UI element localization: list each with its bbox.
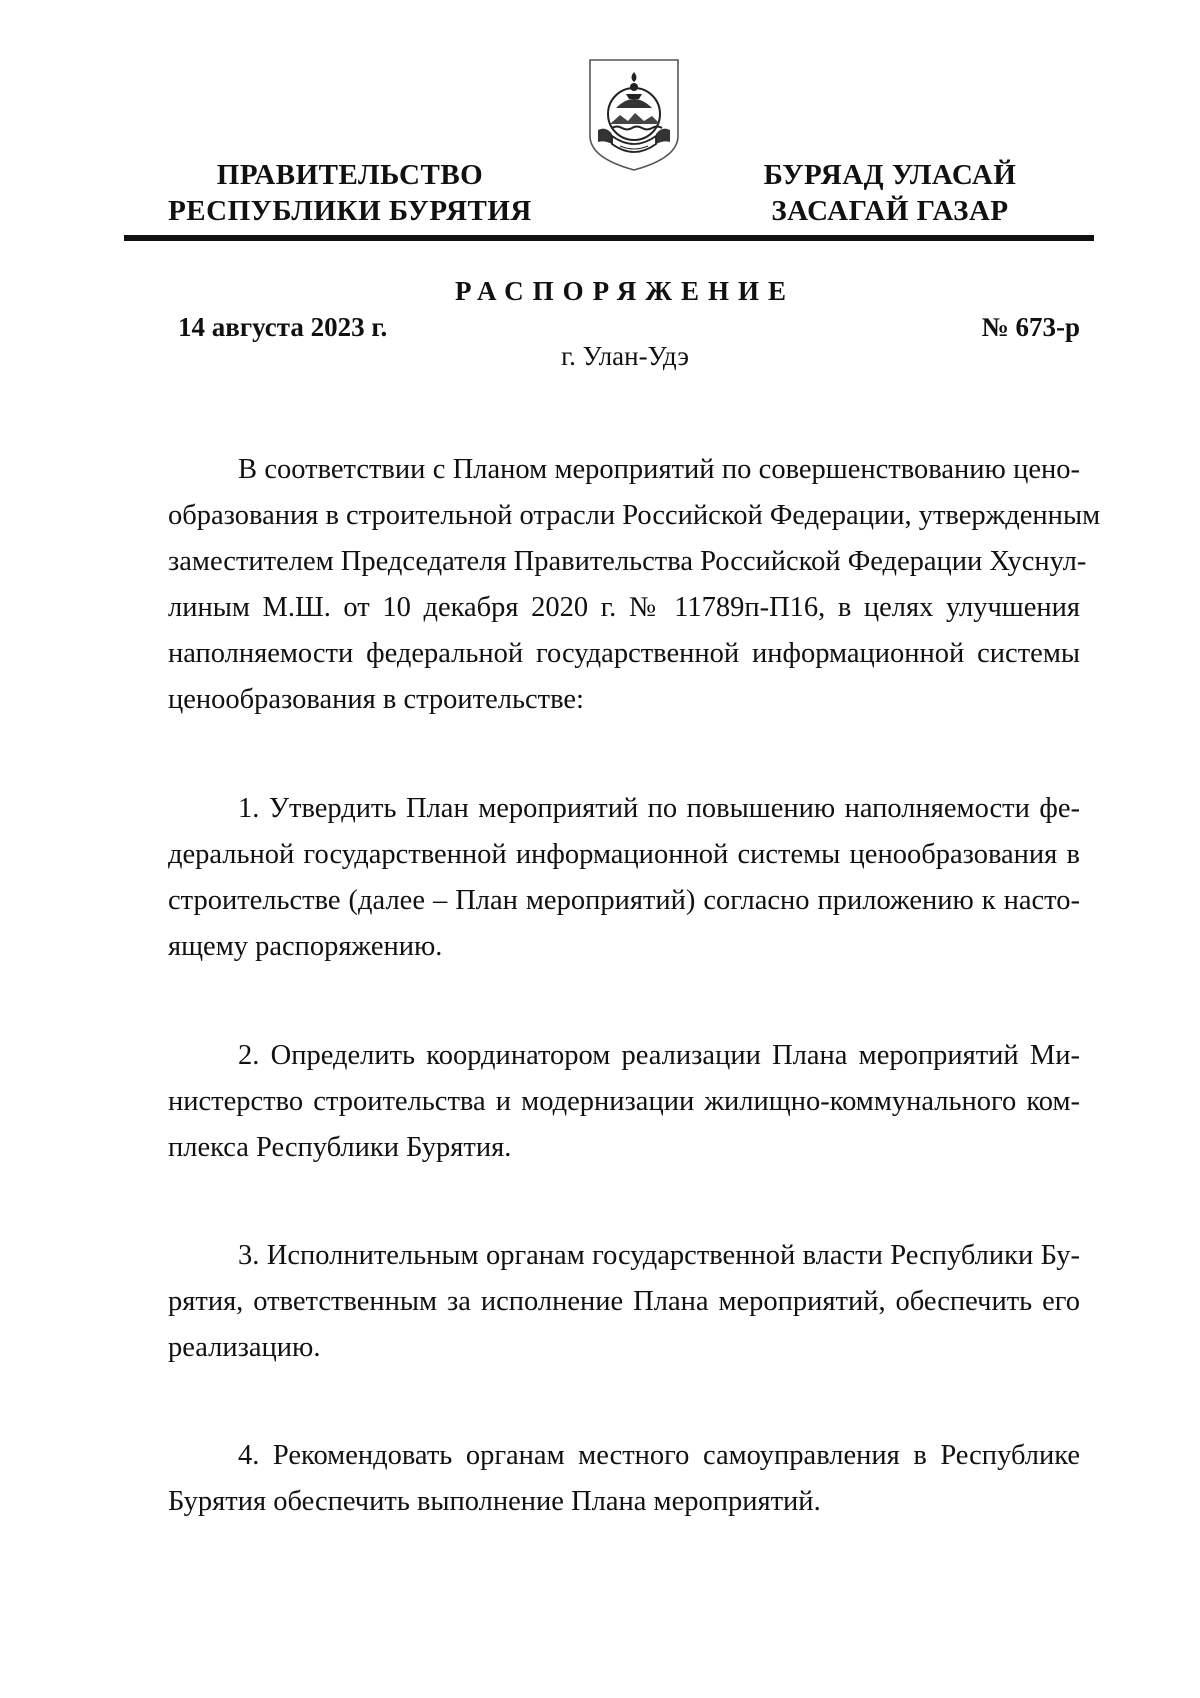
document-city: г. Улан-Удэ [561, 341, 689, 371]
paragraph-line: ценообразования в строительстве: [168, 684, 584, 715]
paragraph-line: строительстве (далее – План мероприятий) согласно приложению к насто- [168, 885, 1080, 916]
header-divider [124, 235, 1094, 241]
clause-2-paragraph [168, 1033, 1080, 1171]
government-name-line2: РЕСПУБЛИКИ БУРЯТИЯ [168, 195, 532, 227]
government-name-buryat-line1: БУРЯАД УЛАСАЙ [763, 159, 1017, 191]
government-name-line1: ПРАВИТЕЛЬСТВО [216, 159, 484, 191]
paragraph-line: 3. Исполнительным органам государственной власти Республики Бу- [238, 1240, 1080, 1271]
clause-1-paragraph [168, 786, 1080, 970]
clause-4-paragraph [168, 1433, 1080, 1525]
paragraph-line: 2. Определить координатором реализации Плана мероприятий Ми- [238, 1040, 1080, 1071]
clause-3-paragraph [168, 1233, 1080, 1371]
paragraph-line: образования в строительной отрасли Российской Федерации, утвержденным [168, 500, 1101, 531]
government-name-buryat [740, 157, 1040, 229]
coat-of-arms-icon [586, 56, 682, 174]
paragraph-line: реализацию. [168, 1332, 321, 1363]
preamble-paragraph [168, 447, 1101, 723]
paragraph-line: рятия, ответственным за исполнение Плана мероприятий, обеспечить его [168, 1286, 1080, 1317]
paragraph-line: нистерство строительства и модернизации жилищно-коммунального ком- [168, 1086, 1080, 1117]
paragraph-line: линым М.Ш. от 10 декабря 2020 г. № 11789п-П16, в целях улучшения [168, 592, 1080, 623]
paragraph-line: наполняемости федеральной государственной информационной системы [168, 638, 1080, 669]
government-name-buryat-line2: ЗАСАГАЙ ГАЗАР [771, 195, 1009, 227]
paragraph-line: заместителем Председателя Правительства Российской Федерации Хуснул- [168, 546, 1087, 577]
paragraph-line: ящему распоряжению. [168, 931, 443, 962]
paragraph-line: 4. Рекомендовать органам местного самоуправления в Республике [238, 1440, 1080, 1471]
paragraph-line: 1. Утвердить План мероприятий по повышению наполняемости фе- [238, 793, 1080, 824]
paragraph-line: плекса Республики Бурятия. [168, 1132, 512, 1163]
document-number: № 673-р [981, 312, 1080, 342]
paragraph-line: В соответствии с Планом мероприятий по совершенствованию цено- [238, 454, 1080, 485]
paragraph-line: деральной государственной информационной системы ценообразования в [168, 839, 1080, 870]
paragraph-line: Бурятия обеспечить выполнение Плана мероприятий. [168, 1486, 821, 1517]
document-date: 14 августа 2023 г. [178, 312, 388, 342]
government-name-russian [160, 157, 540, 229]
document-type: РАСПОРЯЖЕНИЕ [454, 276, 796, 306]
